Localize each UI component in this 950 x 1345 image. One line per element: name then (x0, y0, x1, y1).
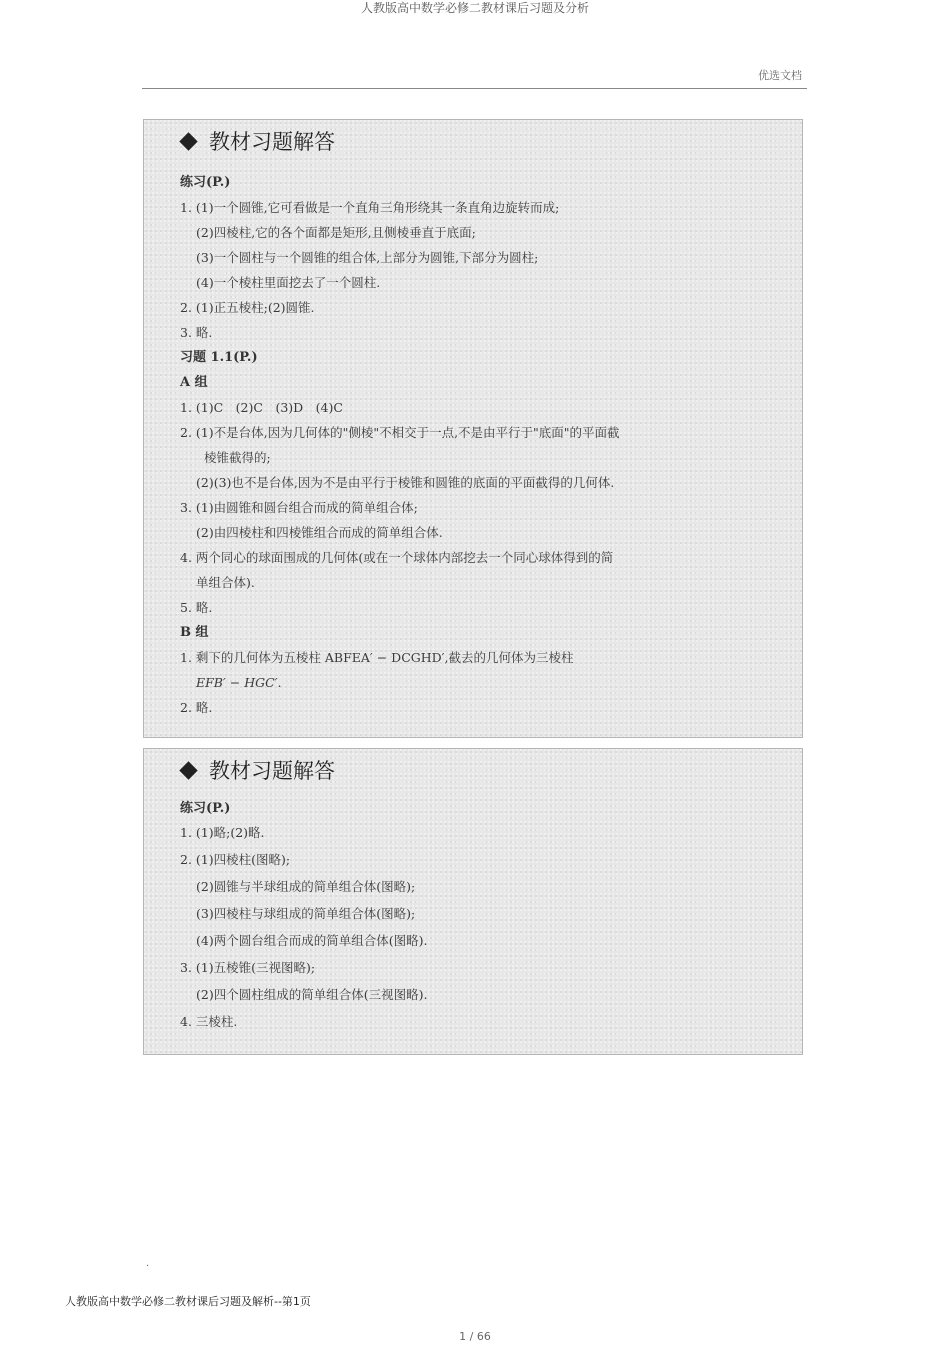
answer-line: 单组合体). (196, 575, 255, 590)
stray-dot: . (146, 1258, 150, 1269)
answer-line: (4)一个棱柱里面挖去了一个圆柱. (196, 275, 381, 290)
section-heading-text: 教材习题解答 (209, 759, 335, 783)
answer-line: (2)四个圆柱组成的简单组合体(三视图略). (196, 987, 428, 1002)
subheading: 练习(P.) (180, 801, 231, 816)
answer-line: 3. (1)五棱锥(三视图略); (180, 960, 316, 975)
answer-line: (2)圆锥与半球组成的简单组合体(图略); (196, 879, 416, 894)
answer-line: 2. 略. (180, 700, 213, 715)
answer-line: 4. 两个同心的球面围成的几何体(或在一个球体内部挖去一个同心球体得到的简 (180, 550, 614, 565)
answer-line: (3)四棱柱与球组成的简单组合体(图略); (196, 906, 416, 921)
section-heading-text: 教材习题解答 (209, 130, 335, 154)
answer-line: (4)两个圆台组合而成的简单组合体(图略). (196, 933, 428, 948)
answer-line: EFB′ − HGC′. (196, 675, 282, 690)
header-divider (142, 88, 807, 89)
scanned-answer-image-2 (143, 748, 803, 1055)
answer-line: (3)一个圆柱与一个圆锥的组合体,上部分为圆锥,下部分为圆柱; (196, 250, 539, 265)
diamond-bullet-icon (179, 761, 197, 779)
answer-line: 3. (1)由圆锥和圆台组合而成的简单组合体; (180, 500, 418, 515)
diamond-bullet-icon (179, 132, 197, 150)
answer-line: 4. 三棱柱. (180, 1014, 238, 1029)
answer-line: 1. (1)一个圆锥,它可看做是一个直角三角形绕其一条直角边旋转而成; (180, 200, 560, 215)
scanned-answer-image-1 (143, 119, 803, 738)
answer-line: 1. 剩下的几何体为五棱柱 ABFEA′ − DCGHD′,截去的几何体为三棱柱 (180, 650, 574, 665)
answer-line: 1. (1)C (2)C (3)D (4)C (180, 400, 343, 415)
answer-line: 5. 略. (180, 600, 213, 615)
section-heading (178, 749, 780, 791)
header-label: 优选文档 (758, 69, 802, 82)
page-indicator: 1 / 66 (459, 1330, 491, 1343)
answer-line: 2. (1)四棱柱(图略); (180, 852, 291, 867)
section-heading (178, 120, 780, 162)
footer-text: 人教版高中数学必修二教材课后习题及解析--第1页 (65, 1295, 311, 1308)
subheading: B 组 (180, 625, 209, 640)
answer-line: (2)四棱柱,它的各个面都是矩形,且侧棱垂直于底面; (196, 225, 476, 240)
subheading: A 组 (180, 375, 208, 390)
answer-line: (2)(3)也不是台体,因为不是由平行于棱锥和圆锥的底面的平面截得的几何体. (196, 475, 615, 490)
answer-line: 2. (1)不是台体,因为几何体的"侧棱"不相交于一点,不是由平行于"底面"的平面截 (180, 425, 620, 440)
answer-line: (2)由四棱柱和四棱锥组合而成的简单组合体. (196, 525, 443, 540)
answer-line: 3. 略. (180, 325, 213, 340)
subheading: 习题 1.1(P.) (180, 350, 258, 365)
subheading: 练习(P.) (180, 175, 231, 190)
answer-line: 2. (1)正五棱柱;(2)圆锥. (180, 300, 315, 315)
answer-line: 1. (1)略;(2)略. (180, 825, 265, 840)
document-title: 人教版高中数学必修二教材课后习题及分析 (360, 1, 589, 15)
answer-line: 棱锥截得的; (204, 450, 271, 465)
